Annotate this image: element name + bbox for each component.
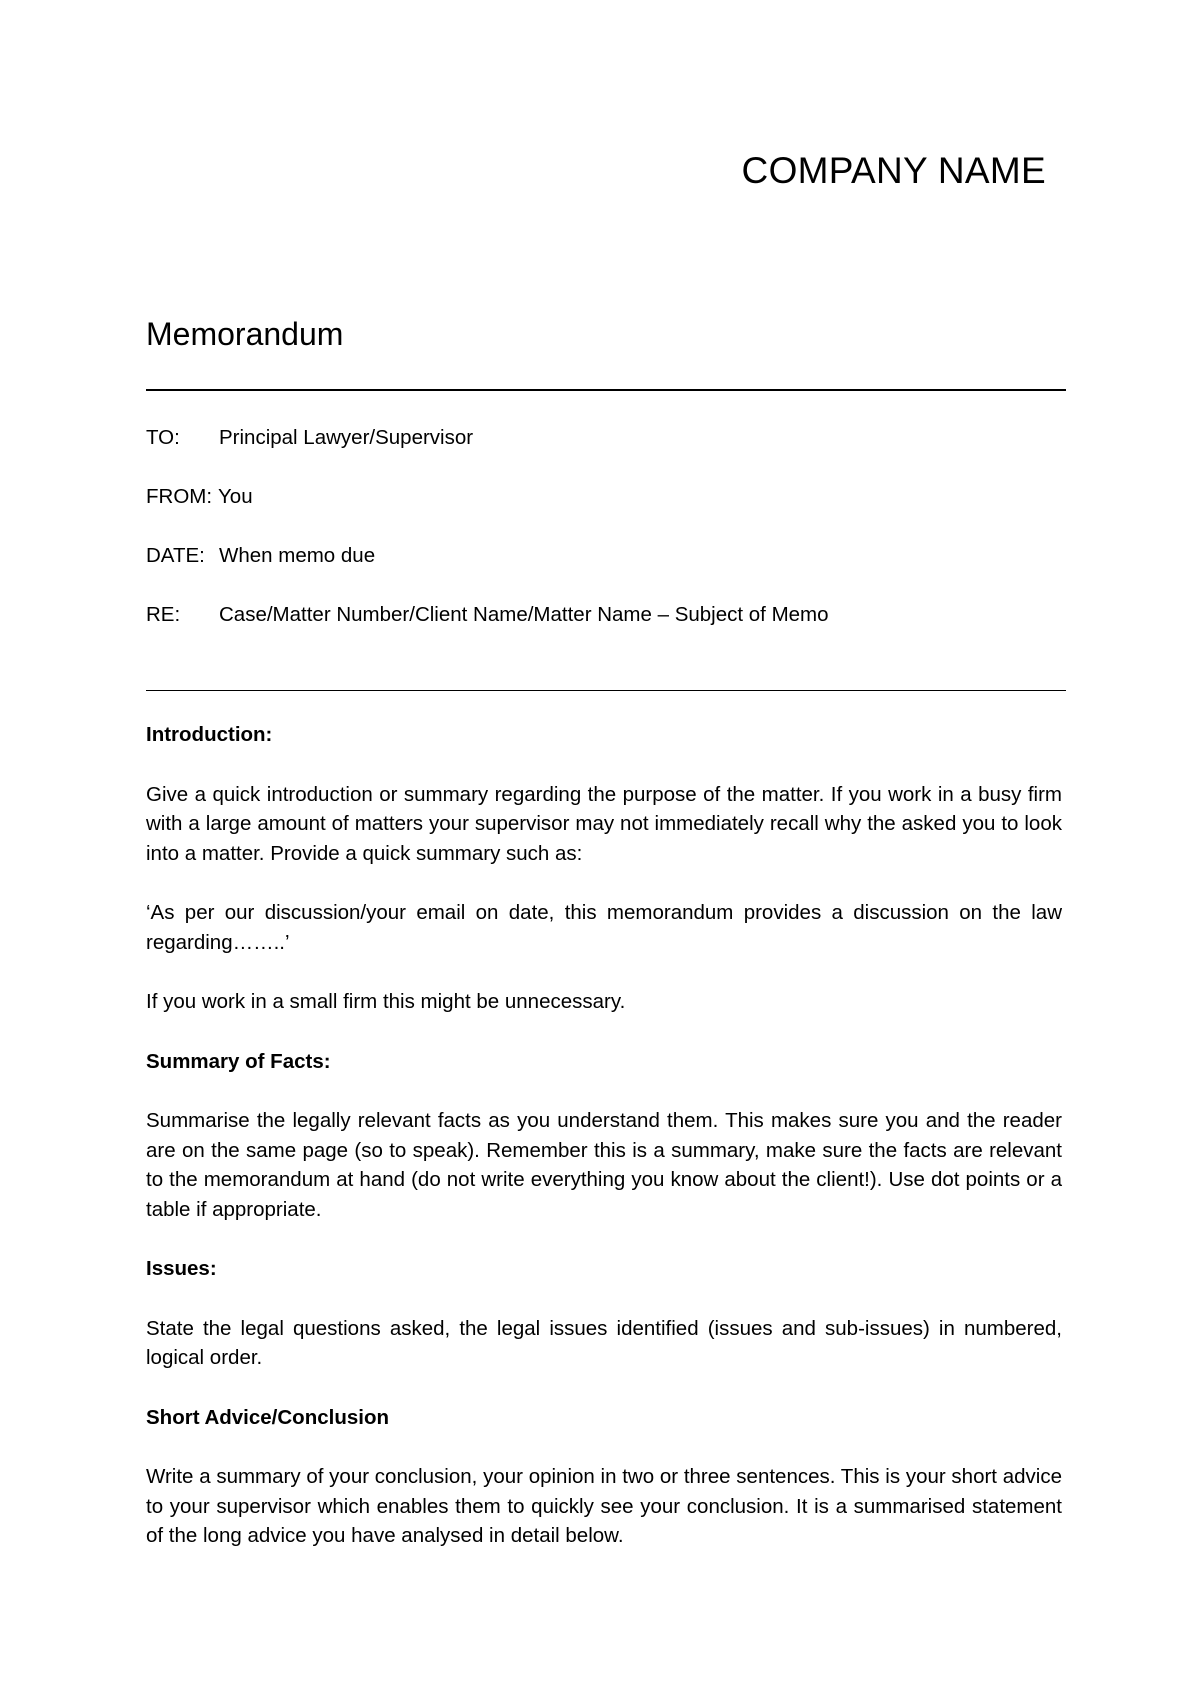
date-label: DATE: bbox=[146, 544, 205, 567]
introduction-heading: Introduction: bbox=[146, 723, 273, 746]
bottom-divider bbox=[146, 690, 1066, 691]
facts-paragraph: Summarise the legally relevant facts as you understand them. This makes sure you and the reader are on the same page (so to speak). Remember this is a summary, make sure the facts are relevant to the memorandum at hand (do not write everything you know about the client!). Use dot points or a table if appropriate. bbox=[146, 1109, 1062, 1221]
to-value: Principal Lawyer/Supervisor bbox=[219, 426, 474, 449]
issues-heading: Issues: bbox=[146, 1257, 217, 1280]
date-value: When memo due bbox=[219, 544, 376, 567]
introduction-paragraph-3: If you work in a small firm this might be unnecessary. bbox=[146, 990, 626, 1013]
introduction-paragraph-1: Give a quick introduction or summary regarding the purpose of the matter. If you work in a busy firm with a large amount of matters your supervisor may not immediately recall why the asked you to look into a matter. Provide a quick summary such as: bbox=[146, 782, 1062, 865]
to-label: TO: bbox=[146, 426, 180, 449]
from-label: FROM: bbox=[146, 485, 213, 508]
company-name: COMPANY NAME bbox=[741, 150, 1046, 191]
from-value: You bbox=[218, 485, 253, 508]
facts-heading: Summary of Facts: bbox=[146, 1049, 331, 1073]
top-divider bbox=[146, 389, 1066, 391]
advice-heading: Short Advice/Conclusion bbox=[146, 1405, 389, 1429]
re-value: Case/Matter Number/Client Name/Matter Name – Subject of Memo bbox=[219, 603, 829, 626]
re-label: RE: bbox=[146, 603, 181, 626]
issues-paragraph: State the legal questions asked, the legal issues identified (issues and sub-issues) in numbered, logical order. bbox=[146, 1316, 1062, 1369]
memo-body bbox=[146, 720, 1062, 1581]
memo-title: Memorandum bbox=[146, 316, 344, 352]
advice-paragraph: Write a summary of your conclusion, your opinion in two or three sentences. This is your short advice to your supervisor which enables them to quickly see your conclusion. It is a summarised statement of the long advice you have analysed in detail below. bbox=[146, 1465, 1062, 1547]
introduction-paragraph-2: ‘As per our discussion/your email on date, this memorandum provides a discussion on the law regarding……..’ bbox=[146, 901, 1062, 954]
